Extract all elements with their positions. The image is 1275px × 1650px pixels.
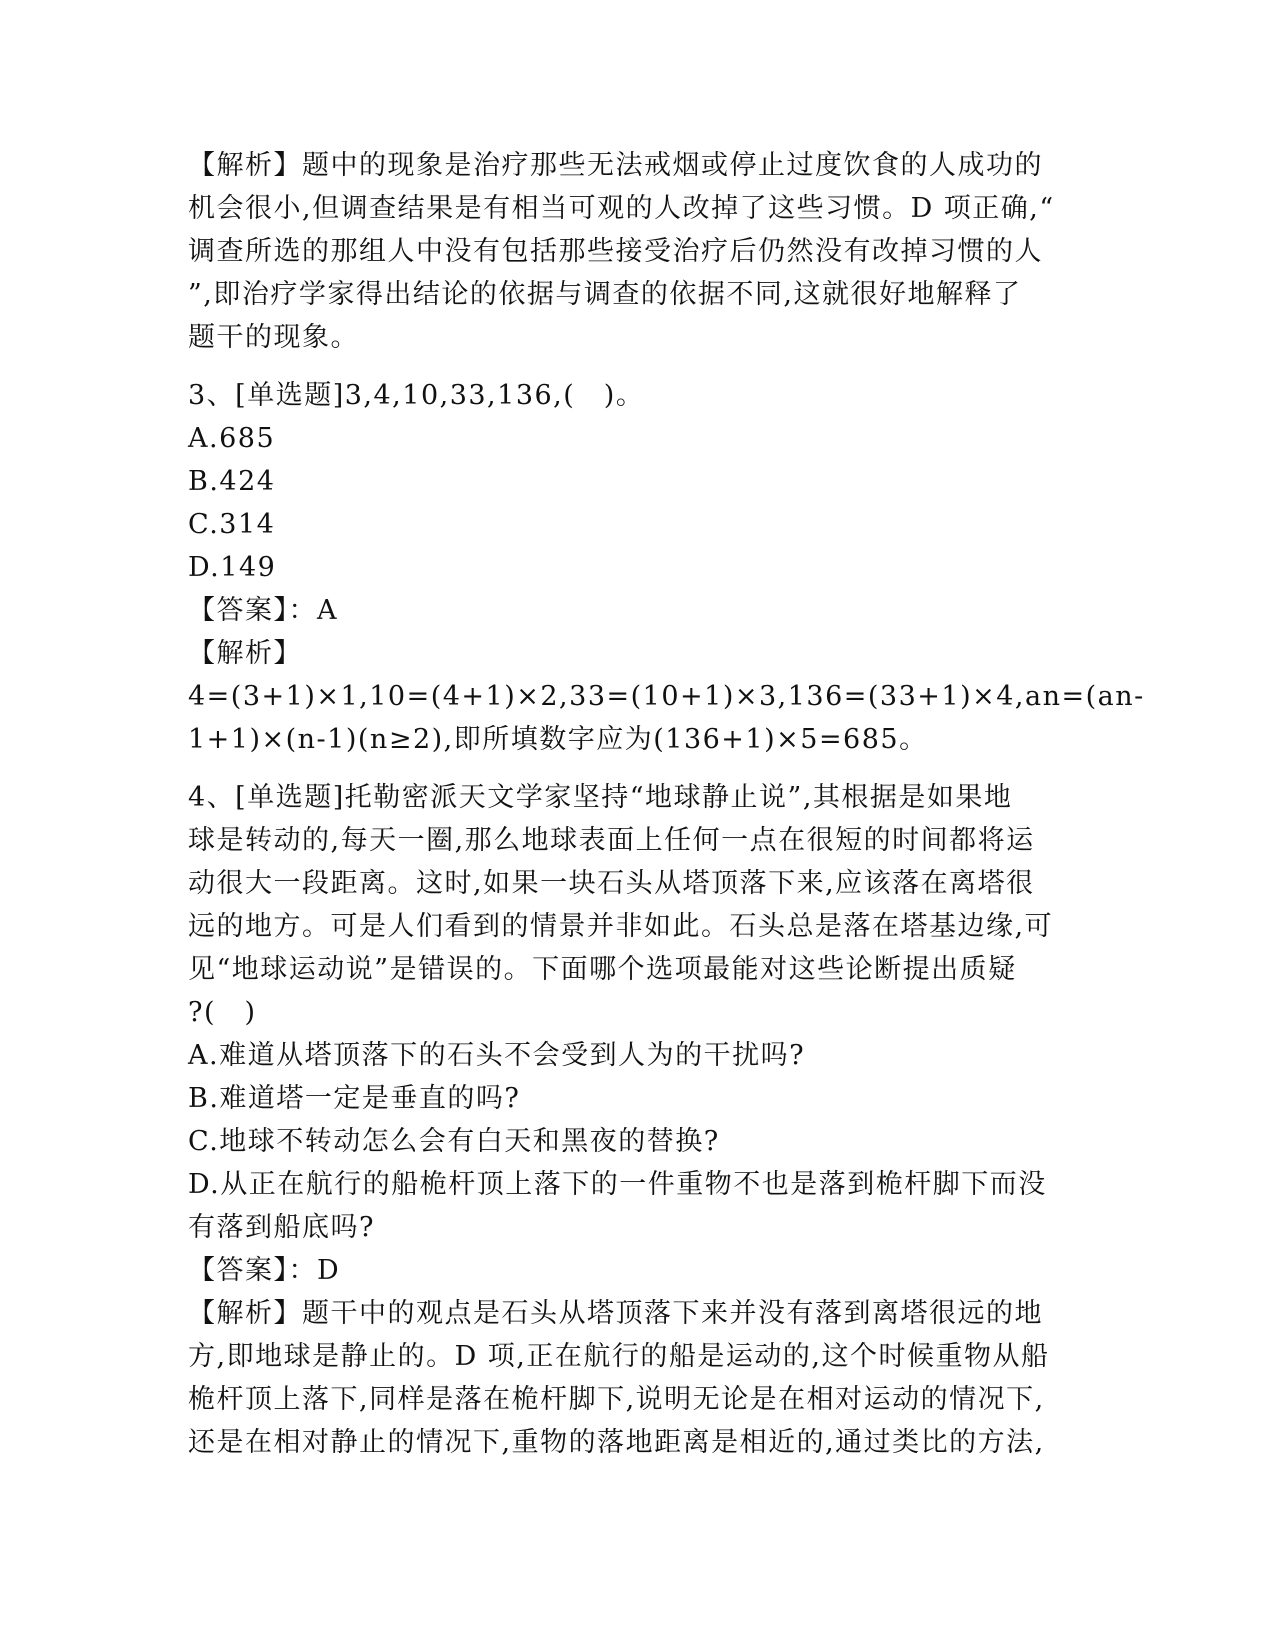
q4-analysis-line: 【解析】题干中的观点是石头从塔顶落下来并没有落到离塔很远的地	[188, 1298, 1043, 1329]
q2-analysis-line: 调查所选的那组人中没有包括那些接受治疗后仍然没有改掉习惯的人	[188, 236, 1043, 267]
q3-analysis-label: 【解析】	[188, 638, 302, 669]
q4-stem-line: 4、[单选题]托勒密派天文学家坚持“地球静止说”,其根据是如果地	[188, 782, 1013, 813]
q4-stem-line: 见“地球运动说”是错误的。下面哪个选项最能对这些论断提出质疑	[188, 954, 1017, 985]
q4-option-c: C.地球不转动怎么会有白天和黑夜的替换?	[188, 1126, 720, 1157]
q3-option-c: C.314	[188, 509, 276, 540]
q3-option-b: B.424	[188, 466, 276, 497]
question-3	[188, 374, 1145, 761]
q4-stem-line: 动很大一段距离。这时,如果一块石头从塔顶落下来,应该落在离塔很	[188, 868, 1035, 899]
q3-answer: 【答案】：A	[188, 595, 338, 626]
q4-stem-line: 远的地方。可是人们看到的情景并非如此。石头总是落在塔基边缘,可	[188, 911, 1054, 942]
spacer	[188, 761, 1068, 776]
q2-analysis-line: 题干的现象。	[188, 322, 359, 353]
q4-option-d-cont: 有落到船底吗?	[188, 1212, 375, 1243]
q4-analysis-line: 还是在相对静止的情况下,重物的落地距离是相近的,通过类比的方法,	[188, 1427, 1045, 1458]
q4-option-d: D.从正在航行的船桅杆顶上落下的一件重物不也是落到桅杆脚下而没	[188, 1169, 1047, 1200]
q4-option-a: A.难道从塔顶落下的石头不会受到人为的干扰吗?	[188, 1040, 806, 1071]
q4-analysis-line: 方,即地球是静止的。D 项,正在航行的船是运动的,这个时候重物从船	[188, 1341, 1050, 1372]
q2-analysis-line: 机会很小,但调查结果是有相当可观的人改掉了这些习惯。D 项正确,“	[188, 193, 1055, 224]
page-content	[188, 144, 1145, 1464]
spacer	[188, 359, 1068, 374]
q3-analysis-line: 1+1)×(n-1)(n≥2),即所填数字应为(136+1)×5=685。	[188, 724, 928, 755]
q3-stem: 3、[单选题]3,4,10,33,136,( )。	[188, 380, 645, 411]
q2-analysis-line: 【解析】题中的现象是治疗那些无法戒烟或停止过度饮食的人成功的	[188, 150, 1043, 181]
q2-analysis-block	[188, 144, 1068, 359]
q4-answer: 【答案】：D	[188, 1255, 341, 1286]
q4-stem-line: ?( )	[188, 997, 257, 1028]
q3-option-d: D.149	[188, 552, 277, 583]
q3-analysis-line: 4=(3+1)×1,10=(4+1)×2,33=(10+1)×3,136=(33+1)×4,an=(an-	[188, 681, 1145, 712]
q3-option-a: A.685	[188, 423, 276, 454]
q4-analysis-line: 桅杆顶上落下,同样是落在桅杆脚下,说明无论是在相对运动的情况下,	[188, 1384, 1045, 1415]
q4-stem-line: 球是转动的,每天一圈,那么地球表面上任何一点在很短的时间都将运	[188, 825, 1035, 856]
q4-option-b: B.难道塔一定是垂直的吗?	[188, 1083, 521, 1114]
question-4	[188, 776, 1068, 1464]
q2-analysis-line: ”,即治疗学家得出结论的依据与调查的依据不同,这就很好地解释了	[188, 279, 1022, 310]
